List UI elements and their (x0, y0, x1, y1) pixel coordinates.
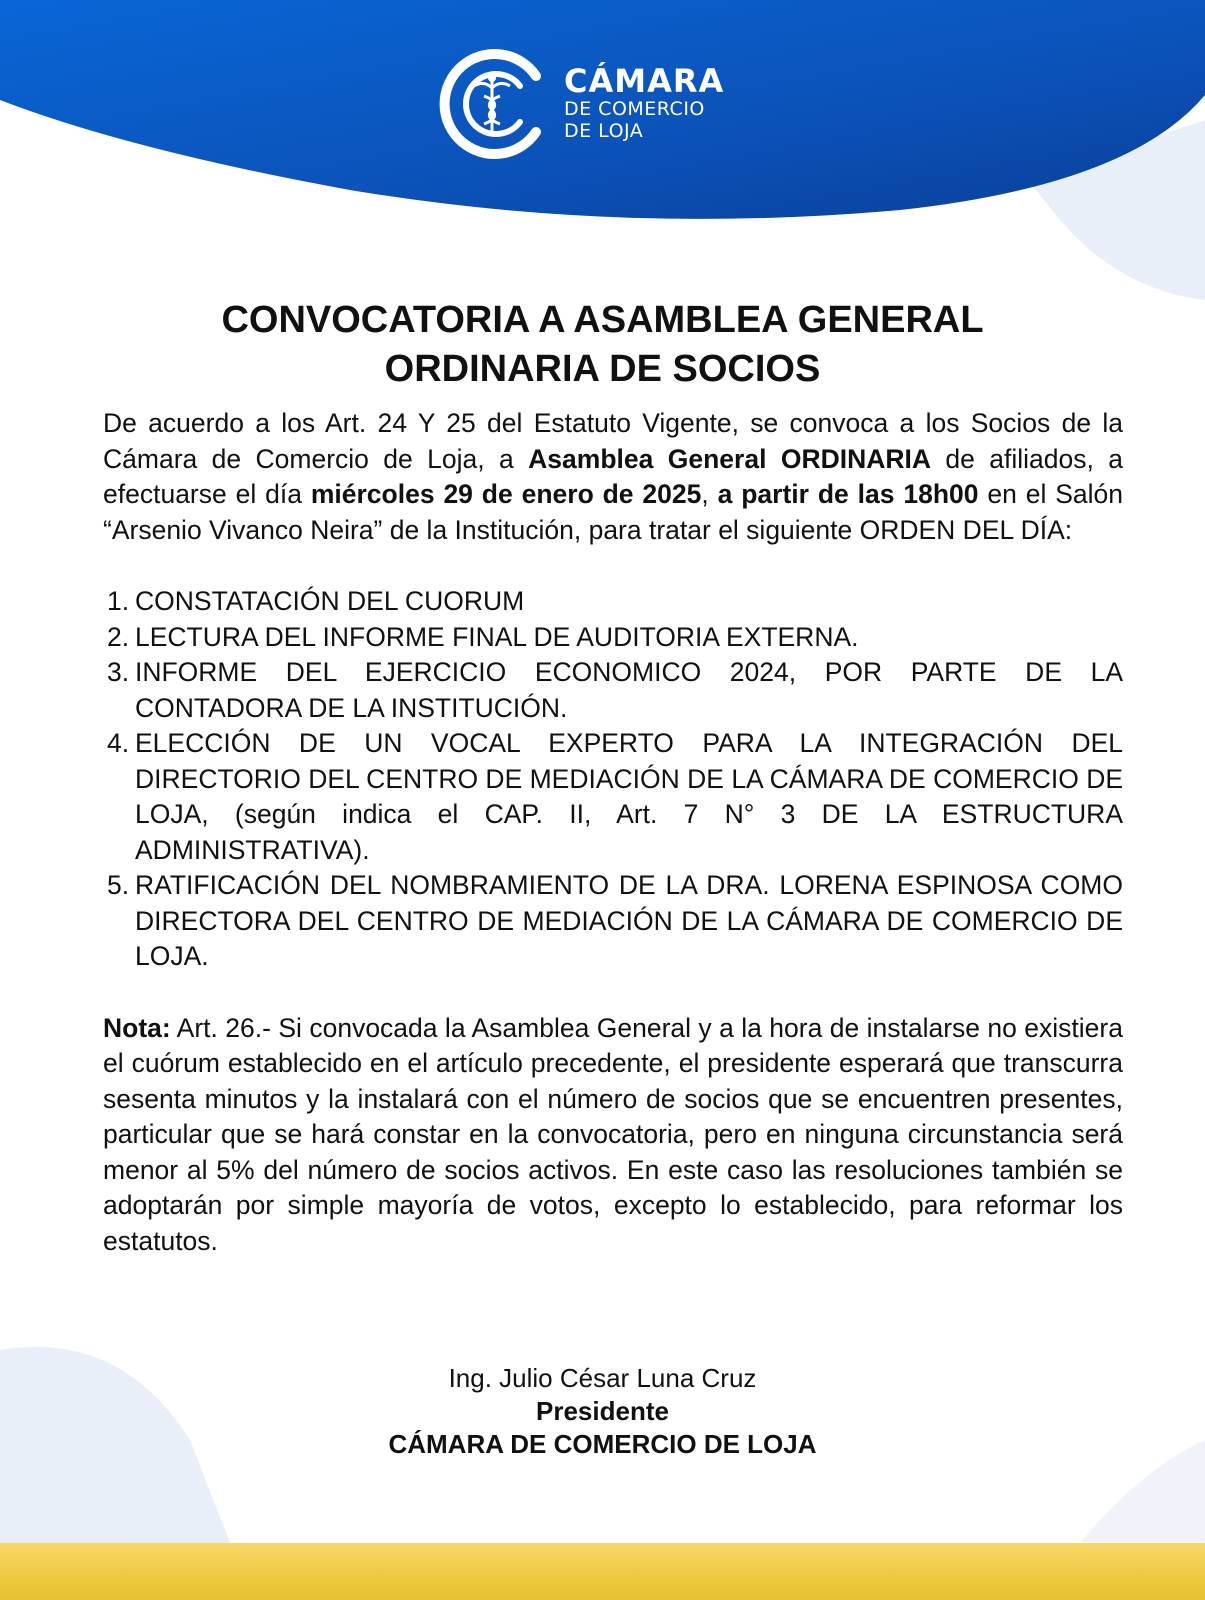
agenda-item-number: 4. (107, 728, 130, 758)
caduceus-emblem-icon (436, 44, 556, 164)
signature-block (0, 1362, 1205, 1461)
agenda-item-text: ELECCIÓN DE UN VOCAL EXPERTO PARA LA INTEGRACIÓN DEL DIRECTORIO DEL CENTRO DE MEDIACIÓN DE LA CÁMARA DE COMERCIO DE LOJA, (según indica el CAP. II, Art. 7 N° 3 DE LA ESTRUCTURA ADMINISTRATIVA). (135, 728, 1124, 865)
note-text: Art. 26.- Si convocada la Asamblea General y a la hora de instalarse no existiera el cuórum establecido en el artículo precedente, el presidente esperará que transcurra sesenta minutos y la instalará con el número de socios que se encuentren presentes, particular que se hará constar en la convocatoria, pero en ninguna circunstancia será menor al 5% del número de socios activos. En este caso las resoluciones también se adoptarán por simple mayoría de votos, excepto lo establecido, para reformar los estatutos. (103, 1012, 1123, 1256)
agenda-item-number: 1. (107, 586, 130, 616)
logo-name: CÁMARA (564, 62, 725, 100)
intro-bold-date: miércoles 29 de enero de 2025 (310, 479, 702, 509)
signatory-name: Ing. Julio César Luna Cruz (448, 1363, 757, 1393)
document-body (103, 406, 1123, 1259)
intro-bold-assembly: Asamblea General ORDINARIA (528, 443, 931, 474)
agenda-item-text: INFORME DEL EJERCICIO ECONOMICO 2024, POR PARTE DE LA CONTADORA DE LA INSTITUCIÓN. (135, 657, 1123, 723)
agenda-item-text: CONSTATACIÓN DEL CUORUM (135, 586, 525, 616)
intro-text-3: , (701, 479, 718, 509)
agenda-list (103, 584, 1123, 975)
footer-gold-bar (0, 1543, 1205, 1600)
signatory-role: Presidente (536, 1396, 669, 1426)
agenda-item (103, 655, 1123, 726)
agenda-item-text: RATIFICACIÓN DEL NOMBRAMIENTO DE LA DRA. LORENA ESPINOSA COMO DIRECTORA DEL CENTRO DE MEDIACIÓN DE LA CÁMARA DE COMERCIO DE LOJA. (135, 870, 1123, 971)
intro-paragraph (103, 406, 1123, 548)
logo-subtitle-1: DE COMERCIO (564, 98, 705, 120)
agenda-item-number: 5. (107, 870, 130, 900)
intro-text-4: en el Salón “Arsenio Vivanco Neira” de la Institución, para tratar el siguiente ORDEN DEL DÍA: (103, 479, 1123, 545)
title-line-1: CONVOCATORIA A ASAMBLEA GENERAL (221, 299, 984, 341)
signatory-organization: CÁMARA DE COMERCIO DE LOJA (388, 1429, 817, 1459)
agenda-item (103, 584, 1123, 620)
document-title (0, 296, 1205, 394)
organization-logo (436, 44, 736, 164)
agenda-item (103, 620, 1123, 656)
logo-subtitle-2: DE LOJA (564, 120, 644, 142)
note-label: Nota: (103, 1012, 171, 1043)
agenda-item-number: 2. (107, 621, 130, 652)
intro-text-2: de afiliados, a efectuarse el día (103, 443, 1123, 509)
intro-text-1: De acuerdo a los Art. 24 Y 25 del Estatuto Vigente, se convoca a los Socios de la Cámara de Comercio de Loja, a (103, 408, 1123, 474)
agenda-item (103, 726, 1123, 868)
agenda-item-text: LECTURA DEL INFORME FINAL DE AUDITORIA EXTERNA. (135, 621, 859, 652)
intro-bold-time: a partir de las 18h00 (717, 479, 979, 509)
note-paragraph (103, 1011, 1123, 1260)
logo-wordmark (564, 64, 724, 142)
title-line-2: ORDINARIA DE SOCIOS (384, 348, 821, 390)
agenda-item (103, 868, 1123, 975)
agenda-item-number: 3. (107, 657, 130, 687)
